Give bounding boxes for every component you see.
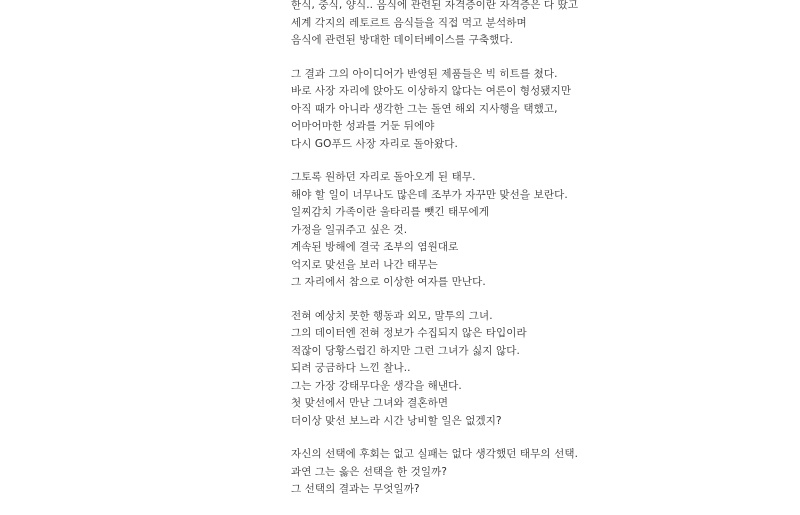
text-line: 그 결과 그의 아이디어가 반영된 제품들은 빅 히트를 쳤다.	[291, 67, 558, 80]
text-line: 일찌감치 가족이란 울타리를 뺏긴 태무에게	[291, 206, 490, 218]
text-line: 억지로 맞선을 보러 나간 태무는	[291, 258, 438, 271]
text-line: 그의 데이터엔 전혀 정보가 수집되지 않은 타입이라	[291, 327, 527, 339]
text-line: 아직 때가 아니라 생각한 그는 돌연 해외 지사행을 택했고,	[291, 102, 558, 115]
text-line: 세계 각지의 레토르트 음식들을 직접 먹고 분석하며	[291, 16, 527, 29]
text-line: 자신의 선택에 후회는 없고 실패는 없다 생각했던 태무의 선택.	[291, 448, 579, 460]
text-line: 그 자리에서 참으로 이상한 여자를 만난다.	[291, 276, 486, 288]
text-line: 계속된 방해에 결국 조부의 염원대로	[291, 241, 459, 253]
text-line: 적잖이 당황스럽긴 하지만 그런 그녀가 싫지 않다.	[291, 344, 520, 357]
text-line: 해야 할 일이 너무나도 많은데 조부가 자꾸만 맞선을 보란다.	[291, 188, 568, 201]
text-line: 어마어마한 성과를 거둔 뒤에야	[291, 120, 435, 132]
text-line: 음식에 관련된 방대한 데이터베이스를 구축했다.	[291, 34, 514, 46]
text-line: 더이상 맞선 보느라 시간 낭비할 일은 없겠지?	[291, 414, 502, 427]
text-line: 과연 그는 옳은 선택을 한 것일까?	[291, 465, 448, 478]
text-line: 다시 GO푸드 사장 자리로 돌아왔다.	[291, 137, 458, 150]
text-line: 되려 궁금하다 느낀 찰나..	[291, 362, 411, 374]
paragraph-3	[291, 169, 791, 292]
text-line: 첫 맞선에서 만난 그녀와 결혼하면	[291, 397, 449, 409]
text-line: 그는 가장 강태무다운 생각을 해낸다.	[291, 379, 462, 392]
text-line: 그토록 원하던 자리로 돌아오게 된 태무.	[291, 171, 476, 183]
paragraph-1	[291, 0, 791, 50]
paragraph-2	[291, 66, 791, 154]
text-line: 전혀 예상치 못한 행동과 외모, 말투의 그녀.	[291, 309, 493, 322]
text-line: 그 선택의 결과는 무엇일까?	[291, 483, 420, 495]
text-line: 한식, 중식, 양식.. 음식에 관련된 자격증이란 자격증은 다 땄고	[291, 0, 579, 11]
text-line: 바로 사장 자리에 앉아도 이상하지 않다는 여론이 형성됐지만	[291, 85, 572, 97]
text-line: 가정을 일궈주고 싶은 것.	[291, 223, 408, 236]
synopsis-text	[291, 0, 791, 515]
paragraph-4	[291, 308, 791, 431]
